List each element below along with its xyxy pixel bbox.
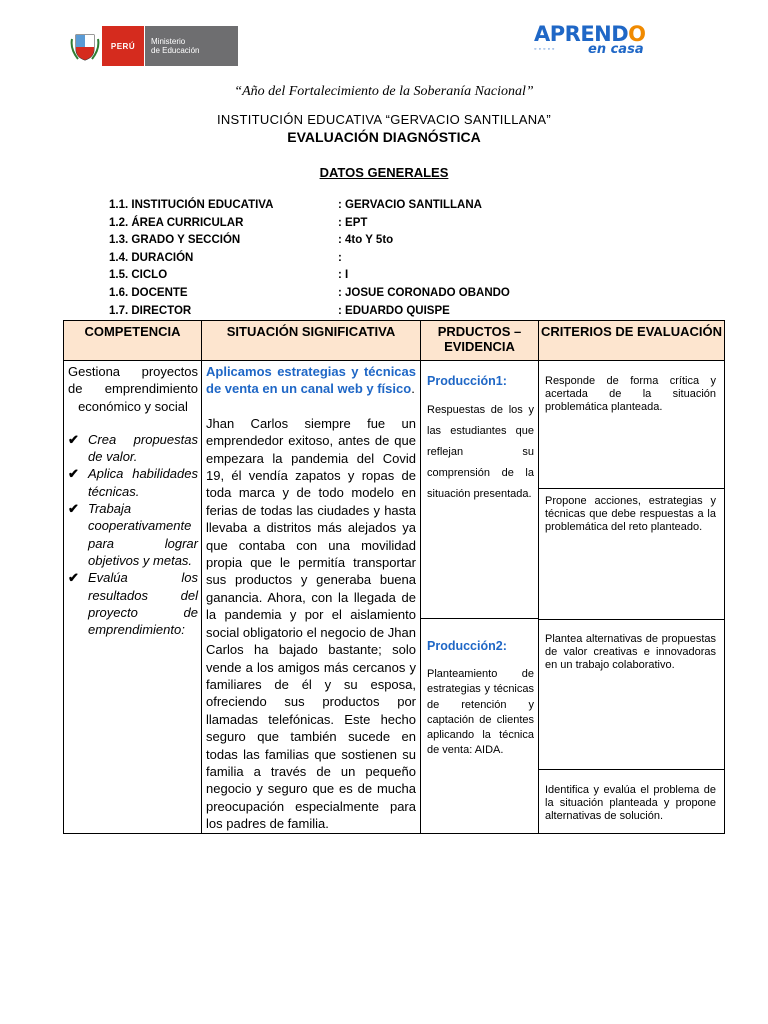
general-label: 1.2. ÁREA CURRICULAR <box>109 216 244 229</box>
general-value: : EDUARDO QUISPE <box>338 304 450 317</box>
general-data-list <box>109 199 510 322</box>
general-label: 1.1. INSTITUCIÓN EDUCATIVA <box>109 199 274 211</box>
competencia-intro: Gestiona proyectos de emprendimiento económico y social <box>68 364 198 414</box>
coat-of-arms-icon <box>68 26 102 66</box>
competencia-list <box>68 431 198 639</box>
criterios-cell <box>539 361 725 834</box>
aprendo-dots-icon: ◦◦◦◦◦ <box>534 46 557 53</box>
table-row <box>64 361 725 834</box>
general-row <box>109 269 510 287</box>
general-value: : 4to Y 5to <box>338 234 394 247</box>
situacion-cell <box>202 361 421 834</box>
list-item: ✔ Trabaja cooperativamente para lograr objetivos y metas. <box>68 501 198 568</box>
section-title: DATOS GENERALES <box>319 165 449 180</box>
header-situacion: SITUACIÓN SIGNIFICATIVA <box>202 321 421 361</box>
general-row <box>109 217 510 235</box>
criterio-4: Identifica y evalúa el problema de la situación planteada y propone alternativas de solución. <box>545 784 716 822</box>
general-value: : JOSUE CORONADO OBANDO <box>338 286 510 299</box>
produccion-1-text: Respuestas de los y las estudiantes que reflejan su comprensión de la situación presentada. <box>427 404 534 500</box>
general-value: : GERVACIO SANTILLANA <box>338 199 482 211</box>
aprendo-text-o: O <box>628 22 646 46</box>
general-row <box>109 234 510 252</box>
criterio-2: Propone acciones, estrategias y técnicas que debe respuestas a la problemática del reto planteado. <box>539 489 724 620</box>
competencia-cell <box>64 361 202 834</box>
checkmark-icon: ✔ <box>68 466 79 482</box>
general-label: 1.4. DURACIÓN <box>109 251 194 264</box>
general-row <box>109 287 510 305</box>
evaluation-table <box>63 320 725 834</box>
table-header-row <box>64 321 725 361</box>
minedu-logo <box>68 26 238 66</box>
general-label: 1.5. CICLO <box>109 269 168 282</box>
situacion-body: Jhan Carlos siempre fue un emprendedor exitoso, antes de que empezara la pandemia del Covid 19, él vendía zapatos y ropas de toda marca y de todo modelo en ferias de todas las ciudades y hasta llevaba a distritos más alejados ya que contaba con una movilidad propia que le permitía transportar sus productos y generaba buena ganancia. Ahora, con la llegada de la pandemia y por el aislamiento social obligatorio el negocio de Jhan Carlos ha bajado bastante; solo vende a los amigos más cercanos y familiares de él y su esposa, ofreciendo sus productos por llamadas telefónicas. Este hecho seguro que también sucede en todas las familias que sostienen su familia a través de un pequeño negocio y seguro que es de mucha preocupación especialmente para los padres de familia. <box>206 415 416 832</box>
general-value: : EPT <box>338 216 368 229</box>
list-item: ✔ Crea propuestas de valor. <box>68 431 198 465</box>
general-label: 1.3. GRADO Y SECCIÓN <box>109 234 241 247</box>
header-productos: PRDUCTOS – EVIDENCIA <box>421 321 539 361</box>
en-casa-text: en casa <box>588 42 644 57</box>
list-item: ✔ Evalúa los resultados del proyecto de emprendimiento: <box>68 570 198 638</box>
situacion-heading: Aplicamos estrategias y técnicas de venta en un canal web y físico. <box>206 364 416 397</box>
header-criterios: CRITERIOS DE EVALUACIÓN <box>539 321 725 361</box>
list-item: ✔ Aplica habilidades técnicas. <box>68 466 198 499</box>
produccion-1-title: Producción1: <box>427 374 507 388</box>
checkmark-icon: ✔ <box>68 570 79 586</box>
produccion-2-text: Planteamiento de estrategias y técnicas de retención y captación de clientes aplicando la técnica de venta: AIDA. <box>427 668 534 757</box>
general-label: 1.6. DOCENTE <box>109 286 188 299</box>
general-row <box>109 252 510 270</box>
checkmark-icon: ✔ <box>68 501 79 517</box>
ministerio-line-2: de Educación <box>151 46 200 55</box>
aprendo-text-main: APREND <box>534 22 629 46</box>
criterio-1: Responde de forma crítica y acertada de la situación problemática planteada. <box>539 361 724 489</box>
peru-label: PERÚ <box>102 26 144 66</box>
document-title: EVALUACIÓN DIAGNÓSTICA <box>287 129 481 145</box>
institution-name: INSTITUCIÓN EDUCATIVA “GERVACIO SANTILLANA” <box>216 112 552 127</box>
checkmark-icon: ✔ <box>68 431 79 447</box>
motto: “Año del Fortalecimiento de la Soberanía Nacional” <box>234 84 534 99</box>
produccion-2 <box>421 619 538 759</box>
general-label: 1.7. DIRECTOR <box>109 304 192 317</box>
produccion-1 <box>421 361 538 619</box>
productos-cell <box>421 361 539 834</box>
header-competencia: COMPETENCIA <box>64 321 202 361</box>
general-row <box>109 199 510 217</box>
ministerio-label <box>144 26 238 66</box>
general-value: : I <box>338 269 349 282</box>
produccion-2-title: Producción2: <box>427 639 507 653</box>
criterio-3: Plantea alternativas de propuestas de valor creativas e innovadoras en un trabajo colaborativo. <box>539 620 724 770</box>
general-value: : <box>338 251 342 264</box>
ministerio-line-1: Ministerio <box>151 37 186 46</box>
aprendo-en-casa-logo <box>534 22 654 58</box>
